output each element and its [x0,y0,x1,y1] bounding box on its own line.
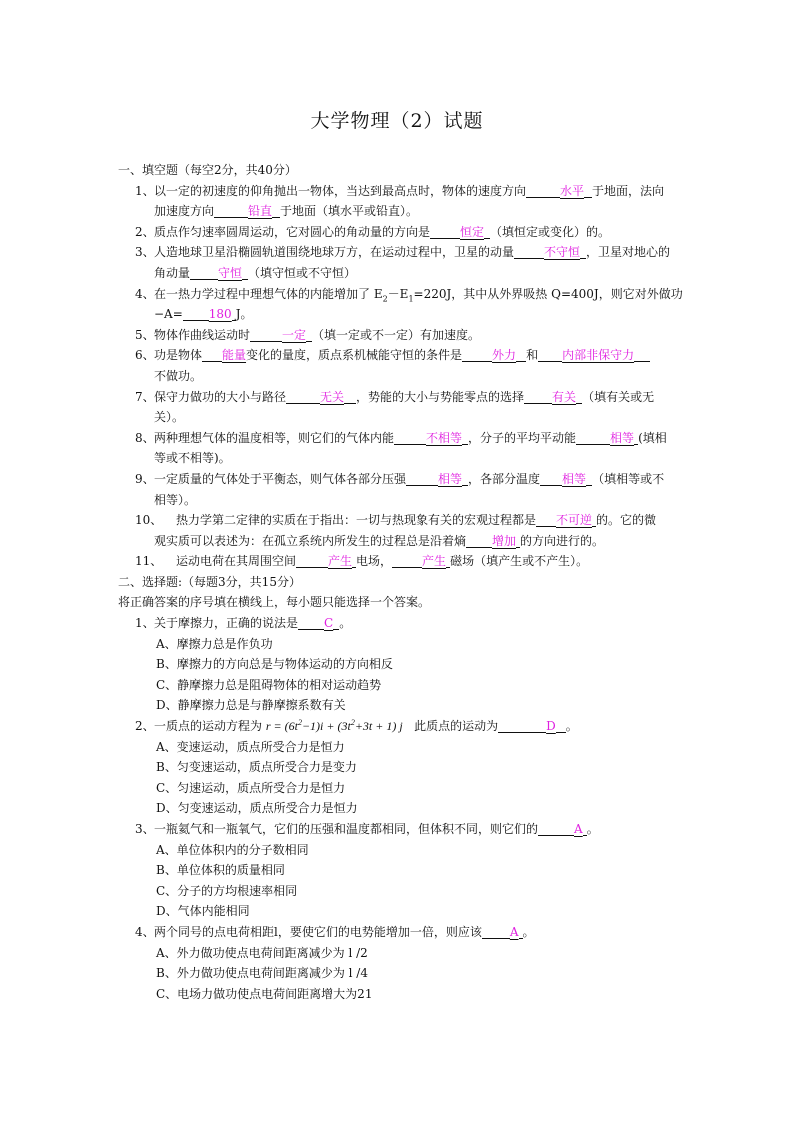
question-number: 4、 [135,286,155,301]
question-text: 磁场（填产生或不产生）。 [450,554,589,569]
option-a: A、摩擦力总是作负功 [156,636,273,651]
question-7-continued: 关）。 [154,410,185,425]
answer-text: 相等 [438,471,463,486]
question-text: 一定质量的气体处于平衡态，则气体各部分压强 [154,471,407,486]
motion-equation: $r = (6t^2-1)i + (3t^2+3t + 1)$ j [265,718,403,734]
question-10-continued [118,531,678,552]
question-text: 观实质可以表述为：在孤立系统内所发生的过程总是沿着熵 [154,533,467,548]
question-text: 一瓶氦气和一瓶氧气，它们的压强和温度都相同，但体积不同，则它们的 [154,822,539,836]
option-b: B、单位体积的质量相同 [156,863,285,878]
answer-text: 无关 [320,389,345,404]
option-b: B、匀变速运动，质点所受合力是变力 [156,760,357,775]
section-1-header: 一、填空题（每空2分，共40分） [118,163,297,177]
question-number: 8、 [135,430,155,445]
question-number: 3、 [135,822,155,836]
question-text: 。 [339,616,352,631]
question-4 [118,284,683,305]
question-text: ，分子的平均平动能 [468,430,577,445]
question-text: 两种理想气体的温度相等，则它们的气体内能 [154,430,395,445]
answer-blank [514,246,544,259]
question-number: 9、 [135,471,155,486]
answer-text: C [324,616,334,631]
question-number: 1、 [135,183,155,198]
question-number: 7、 [135,389,155,404]
question-text: 人造地球卫星沿椭圆轨道围绕地球万方，在运动过程中，卫星的动量 [154,245,515,260]
question-1 [118,181,678,202]
answer-text: 守恒 [218,265,243,280]
question-9-continued: 相等）。 [154,492,197,507]
question-number: 5、 [135,327,155,342]
question-text: 加速度方向 [154,204,215,219]
answer-text: 相等 [562,471,587,486]
question-text: ，势能的大小与势能零点的选择 [356,389,525,404]
question-text: （填相等或不 [592,471,665,486]
question-text: 保守力做功的大小与路径 [154,389,287,404]
answer-blank [538,823,574,836]
answer-blank [524,391,552,404]
answer-blank [462,349,492,362]
choice-question-4 [118,922,678,943]
answer-text: 产生 [328,554,353,569]
answer-blank [190,267,218,280]
question-text: 。 [565,719,578,734]
question-text: 质点作匀速率圆周运动，它对圆心的角动量的方向是 [154,224,431,239]
answer-text: 不守恒 [544,245,581,260]
answer-text: A [574,822,583,836]
answer-blank [214,205,248,218]
answer-blank [183,308,209,321]
section-2-intro: 将正确答案的序号填在横线上，每小题只能选择一个答案。 [118,595,431,610]
answer-text: 外力 [492,348,517,363]
answer-blank [430,226,460,239]
answer-text: A [509,924,519,939]
question-text: （填有关或无 [582,389,655,404]
question-text: 角动量 [154,265,191,280]
exam-content [118,160,683,1004]
question-3-continued [118,263,678,284]
answer-text: 增加 [492,533,517,548]
answer-blank [344,391,356,404]
question-text: 变化的量度，质点系机械能守恒的条件是 [246,348,463,363]
question-text: ，卫星对地心的 [586,245,671,260]
question-number: 3、 [135,245,155,260]
question-text: 电场， [356,554,393,569]
question-text: 的。它的微 [596,513,657,528]
question-number: 6、 [135,348,155,363]
answer-blank [556,720,566,733]
answer-text: 恒定 [460,224,485,239]
answer-text: 铅直 [248,204,273,219]
answer-text: 不可逆 [556,513,593,528]
option-d: D、匀变速运动，质点所受合力是恒力 [156,801,358,816]
subscript: 1 [408,293,414,303]
question-number: 2、 [135,719,155,734]
question-text: 功是物体 [154,348,203,363]
answer-blank [394,432,426,445]
answer-blank [272,205,280,218]
question-text: 于地面，法向 [592,183,665,198]
choice-question-3 [118,819,678,840]
question-8-continued: 等或不相等)。 [154,451,231,466]
question-8 [118,428,678,449]
answer-text: 一定 [282,327,307,342]
question-text: （填守恒或不守恒） [248,265,357,280]
question-text: 。 [586,822,599,836]
answer-blank [576,432,610,445]
option-c: C、静摩擦力总是阻碍物体的相对运动趋势 [156,677,382,692]
question-text: =220J，其中从外界吸热 Q=400J，则它对外做功 [413,286,683,301]
answer-text: 内部非保守力 [562,348,635,363]
question-text: 和 [526,348,539,363]
page-title: 大学物理（2）试题 [310,110,484,132]
question-9 [118,469,678,490]
answer-text: 相等 [610,430,635,445]
option-b: B、外力做功使点电荷间距离减少为 l /4 [156,966,368,981]
choice-question-2 [118,716,678,737]
question-6 [118,345,678,366]
question-5 [118,325,678,346]
question-2 [118,222,678,243]
question-6-continued: 不做功。 [154,368,203,383]
answer-blank [584,185,592,198]
question-text: （填恒定或变化）的。 [490,224,611,239]
answer-blank [540,473,562,486]
answer-text: 不相等 [426,430,463,445]
question-text: 。 [522,924,535,939]
choice-question-1 [118,613,678,634]
question-number: 11、 [135,554,163,569]
section-2-header: 二、选择题:（每题3分，共15分） [118,574,301,589]
question-number: 10、 [135,513,163,528]
question-text: 一质点的运动方程为 [154,719,263,734]
option-a: A、单位体积内的分子数相同 [156,842,309,857]
question-text: （填一定或不一定）有加速度。 [312,327,481,342]
question-text: 在一热力学过程中理想气体的内能增加了 E [154,286,383,301]
answer-text: 水平 [560,183,585,198]
answer-blank [482,926,510,939]
question-text: J。 [235,307,253,322]
question-text: −A= [154,307,183,322]
option-d: D、气体内能相同 [156,904,250,919]
answer-text: 180 [208,307,232,322]
answer-text: D [546,719,556,734]
question-text: 关于摩擦力，正确的说法是 [154,616,299,631]
answer-blank [296,555,328,568]
option-b: B、摩擦力的方向总是与物体运动的方向相反 [156,657,393,672]
option-c: C、电场力做功使点电荷间距离增大为21 [156,986,373,1001]
answer-blank [392,555,422,568]
answer-blank [466,535,492,548]
question-3 [118,242,678,263]
answer-text: 产生 [422,554,447,569]
answer-blank [406,473,438,486]
question-number: 2、 [135,224,155,239]
option-a: A、外力做功使点电荷间距离减少为 l /2 [156,945,368,960]
question-number: 1、 [135,616,155,631]
answer-blank [286,391,320,404]
answer-blank [250,329,282,342]
answer-text: 有关 [552,389,577,404]
answer-blank [516,349,526,362]
answer-blank [526,185,560,198]
question-11 [118,551,678,572]
question-4-continued [118,304,678,325]
question-text: (填相 [638,430,667,445]
option-a: A、变速运动，质点所受合力是恒力 [156,739,345,754]
question-text: 的方向进行的。 [520,533,605,548]
answer-text: 能量 [222,348,247,363]
question-text: 此质点的运动为 [414,719,499,734]
subscript: 2 [382,293,388,303]
question-text: 于地面（填水平或铅直）。 [280,204,419,219]
question-text: 两个同号的点电荷相距l，要使它们的电势能增加一倍，则应该 [154,924,482,939]
question-text: 物体作曲线运动时 [154,327,251,342]
question-7 [118,387,678,408]
option-d: D、静摩擦力总是与静摩擦系数有关 [156,698,346,713]
question-text: 运动电荷在其周围空间 [176,554,297,569]
question-10 [118,510,678,531]
question-number: 4、 [135,924,155,939]
question-text: 以一定的初速度的仰角抛出一物体，当达到最高点时，物体的速度方向 [154,183,527,198]
question-text: ，各部分温度 [468,471,541,486]
question-1-continued [118,201,678,222]
answer-blank [202,349,222,362]
answer-blank [498,720,546,733]
option-c: C、分子的方均根速率相同 [156,883,298,898]
answer-blank [634,349,650,362]
answer-blank [298,617,324,630]
question-text: 热力学第二定律的实质在于指出：一切与热现象有关的宏观过程都是 [176,513,537,528]
answer-blank [538,349,562,362]
answer-blank [536,514,556,527]
question-text: －E [387,286,409,301]
option-c: C、匀速运动，质点所受合力是恒力 [156,780,346,795]
